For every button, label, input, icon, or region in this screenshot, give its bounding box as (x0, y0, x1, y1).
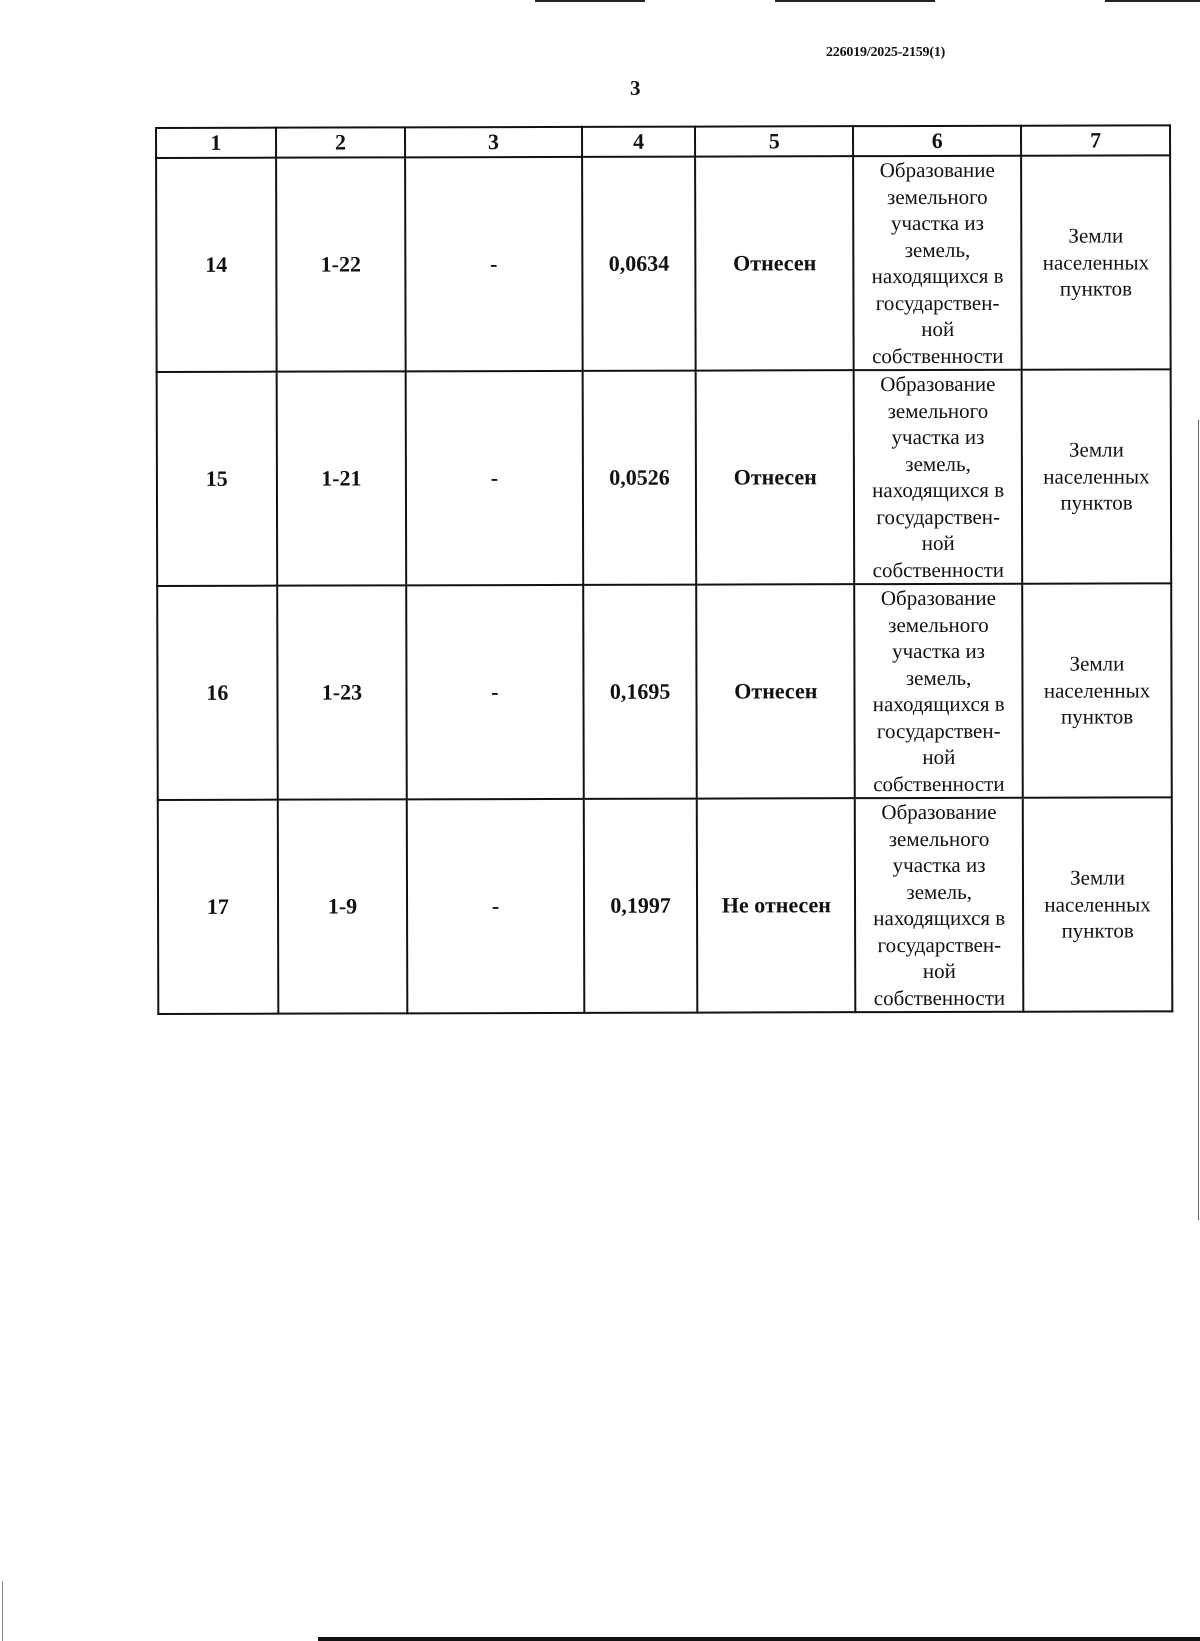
scan-artifact-left (2, 1581, 3, 1641)
purpose-line: ной (922, 958, 956, 983)
category-line: Земли (1068, 223, 1124, 248)
purpose-line: собственности (872, 343, 1004, 368)
scan-artifact-top (535, 0, 645, 2)
cell-status: Отнесен (696, 156, 854, 370)
cell-col3: - (406, 371, 583, 585)
column-header: 7 (1021, 125, 1170, 155)
purpose-line: находящихся в (873, 905, 1006, 931)
page-number: 3 (630, 76, 641, 100)
cell-plot-code: 1-22 (276, 157, 406, 371)
purpose-line: участка из (892, 638, 985, 664)
cell-purpose (854, 584, 1022, 798)
purpose-line: находящихся в (871, 263, 1004, 289)
column-header: 3 (405, 127, 581, 157)
purpose-line: государствен- (875, 290, 1000, 315)
purpose-line: земельного (887, 398, 989, 423)
purpose-line: собственности (873, 985, 1006, 1010)
cell-col3: - (407, 799, 584, 1013)
scan-artifact-top (1105, 0, 1200, 2)
purpose-line: Образование (880, 585, 996, 611)
table-header-row (156, 125, 1170, 158)
purpose-line: Образование (880, 371, 996, 397)
purpose-line: ной (921, 530, 955, 555)
table-body (156, 155, 1172, 1014)
table-row (158, 797, 1173, 1014)
cell-status: Отнесен (697, 584, 855, 798)
cell-number: 15 (157, 372, 277, 586)
purpose-line: участка из (890, 210, 984, 236)
category-line: Земли (1070, 865, 1125, 890)
purpose-line: участка из (892, 852, 986, 878)
column-header: 5 (695, 126, 853, 156)
purpose-line: государствен- (877, 932, 1002, 957)
cell-area: 0,0526 (582, 371, 696, 585)
category-line: пунктов (1059, 276, 1133, 301)
purpose-line: земель, (905, 665, 972, 690)
cell-status: Не отнесен (697, 798, 855, 1012)
scan-artifact-bottom (318, 1637, 1200, 1641)
document-number: 226019/2025-2159(1) (826, 45, 946, 60)
purpose-line: ной (921, 316, 955, 341)
purpose-line: собственности (872, 557, 1005, 582)
purpose-line: собственности (873, 771, 1005, 796)
category-line: Земли (1069, 651, 1125, 676)
category-line: населенных (1042, 250, 1150, 275)
purpose-line: земельного (886, 184, 988, 209)
purpose-line: земель, (906, 879, 972, 904)
cell-number: 14 (156, 158, 276, 372)
category-line: пунктов (1061, 918, 1134, 943)
cell-purpose (853, 156, 1021, 370)
cell-area: 0,0634 (582, 157, 696, 371)
cell-purpose (855, 798, 1023, 1012)
category-line: пунктов (1060, 490, 1133, 515)
cell-plot-code: 1-23 (277, 585, 407, 799)
purpose-line: находящихся в (872, 691, 1005, 717)
category-line: Земли (1068, 437, 1124, 462)
table-row (156, 155, 1171, 372)
cell-category (1022, 583, 1171, 797)
purpose-line: земель, (904, 237, 971, 262)
cell-category (1023, 797, 1172, 1011)
purpose-line: Образование (879, 157, 995, 183)
cell-category (1022, 369, 1171, 583)
cell-number: 16 (157, 586, 277, 800)
table-row (157, 369, 1172, 586)
column-header: 4 (582, 127, 696, 157)
purpose-line: находящихся в (872, 477, 1005, 503)
cell-plot-code: 1-21 (276, 371, 406, 585)
cell-status: Отнесен (696, 370, 854, 584)
cell-plot-code: 1-9 (277, 799, 407, 1013)
land-plots-table (155, 124, 1173, 1015)
cell-category (1021, 155, 1170, 369)
cell-purpose (854, 370, 1022, 584)
purpose-line: участка из (891, 424, 985, 450)
purpose-line: государствен- (876, 504, 1001, 529)
cell-area: 0,1997 (583, 799, 697, 1013)
purpose-line: ной (922, 744, 956, 769)
cell-col3: - (405, 157, 582, 371)
category-line: населенных (1043, 464, 1150, 489)
cell-col3: - (406, 585, 583, 799)
column-header: 2 (276, 127, 406, 157)
column-header: 6 (853, 126, 1021, 156)
category-line: пунктов (1060, 704, 1134, 729)
scan-artifact-right (1198, 420, 1199, 1220)
scan-artifact-top (775, 0, 935, 2)
cell-number: 17 (158, 800, 278, 1014)
table-row (157, 583, 1172, 800)
category-line: населенных (1043, 678, 1151, 703)
cell-area: 0,1695 (583, 585, 697, 799)
category-line: населенных (1044, 892, 1151, 917)
purpose-line: земель, (905, 451, 971, 476)
purpose-line: Образование (881, 799, 997, 825)
purpose-line: земельного (888, 612, 989, 637)
purpose-line: земельного (888, 826, 990, 851)
purpose-line: государствен- (876, 718, 1001, 743)
column-header: 1 (156, 128, 276, 158)
